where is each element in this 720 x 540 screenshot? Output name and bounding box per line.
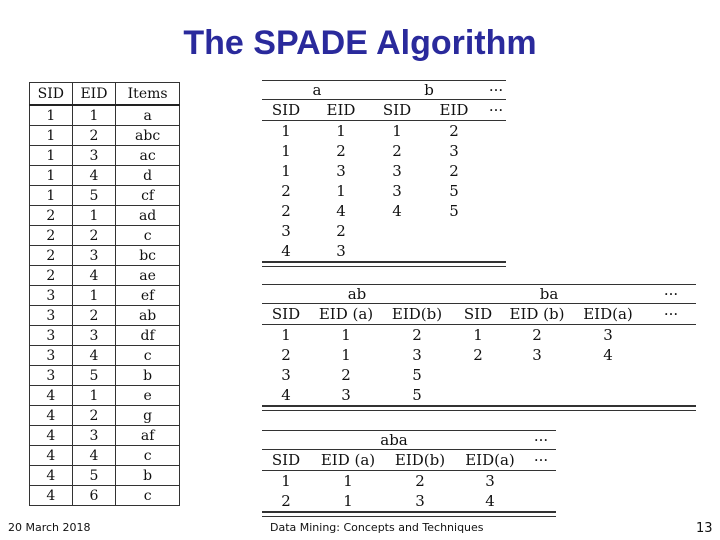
table-cell: e: [116, 386, 180, 406]
more-ellipsis: ···: [646, 304, 696, 325]
table-cell: 3: [30, 306, 73, 326]
table-cell: 3: [336, 162, 346, 180]
table-cell: 1: [72, 286, 116, 306]
table-row: [262, 181, 506, 201]
table-row: [262, 221, 506, 241]
col-eid-a: EID (a): [310, 304, 382, 325]
col-sid: SID: [262, 100, 310, 121]
table-cell: abc: [116, 126, 180, 146]
table-cell: 2: [72, 126, 116, 146]
table-cell: 4: [30, 386, 73, 406]
table-cell-empty: [486, 141, 506, 161]
table-cell: 3: [310, 241, 372, 262]
column-header-row: [262, 100, 506, 121]
table-cell-empty: [486, 201, 506, 221]
col-eid: EID: [422, 100, 486, 121]
table-cell: 1: [72, 386, 116, 406]
table-cell: 4: [336, 202, 346, 220]
group-label-ab: ab: [347, 285, 367, 303]
col-sid: SID: [262, 450, 310, 471]
table-cell: 2: [30, 206, 73, 226]
table-row: [30, 366, 180, 386]
table-row: [262, 201, 506, 221]
table-cell: 1: [30, 105, 73, 126]
table-cell: df: [116, 326, 180, 346]
table-cell: 2: [392, 142, 402, 160]
table-cell: d: [116, 166, 180, 186]
table-cell: 1: [281, 162, 291, 180]
table-cell: b: [116, 466, 180, 486]
group-label-b: b: [424, 81, 434, 99]
table-cell: 5: [449, 182, 459, 200]
table-cell: 1: [473, 326, 483, 344]
table-cell: 3: [30, 346, 73, 366]
table-row: [30, 286, 180, 306]
group-header-row: [262, 81, 506, 100]
table-cell: 5: [72, 186, 116, 206]
col-eid-b: EID(b): [382, 304, 452, 325]
table-row: [262, 241, 506, 262]
table-cell: 1: [72, 206, 116, 226]
table-cell: 1: [281, 122, 291, 140]
table-cell: 2: [449, 122, 459, 140]
slide-title: The SPADE Algorithm: [183, 24, 537, 62]
table-cell: 2: [281, 346, 291, 364]
table-cell: 5: [412, 366, 422, 384]
table-cell: 3: [30, 286, 73, 306]
group-header-row: [262, 285, 696, 304]
table-row: [30, 406, 180, 426]
table-cell: 1: [30, 186, 73, 206]
table-cell: 1: [72, 105, 116, 126]
table-cell: 1: [336, 182, 346, 200]
table-cell: a: [116, 105, 180, 126]
header-sid: SID: [30, 83, 73, 106]
table-row: [262, 121, 506, 142]
table-cell: 4: [30, 426, 73, 446]
table-cell-empty: [526, 491, 556, 512]
footer-course-title: Data Mining: Concepts and Techniques: [270, 521, 484, 534]
table-cell: 4: [262, 385, 310, 406]
table-cell: c: [116, 446, 180, 466]
group-header-row: [262, 431, 556, 450]
table-cell: 2: [72, 306, 116, 326]
more-ellipsis: ···: [486, 100, 506, 121]
table-row: [30, 105, 180, 126]
table-row: [30, 126, 180, 146]
table-cell: 3: [532, 346, 542, 364]
table-cell: 5: [449, 202, 459, 220]
table-cell-empty: [646, 365, 696, 385]
table-cell: bc: [116, 246, 180, 266]
table-cell: 2: [72, 406, 116, 426]
table-cell: 3: [281, 222, 291, 240]
table-cell: 4: [72, 346, 116, 366]
table-cell: c: [116, 486, 180, 506]
sequence-database-table: [29, 82, 180, 506]
table-cell: 4: [72, 266, 116, 286]
table-cell: 5: [72, 366, 116, 386]
table-row: [30, 166, 180, 186]
table-cell: [422, 241, 486, 262]
table-cell: 2: [30, 266, 73, 286]
table-cell-empty: [486, 241, 506, 262]
table-cell-empty: [526, 471, 556, 492]
table-cell: 2: [281, 182, 291, 200]
table-cell: 3: [485, 472, 495, 490]
table-cell: 3: [30, 366, 73, 386]
table-row: [262, 141, 506, 161]
table-double-rule: [262, 262, 506, 267]
more-ellipsis: ···: [533, 431, 549, 449]
table-cell-empty: [486, 181, 506, 201]
table-cell: 2: [473, 346, 483, 364]
table-cell: 1: [30, 166, 73, 186]
table-cell: 2: [30, 246, 73, 266]
table-row: [30, 266, 180, 286]
table-cell: c: [116, 346, 180, 366]
table-cell-empty: [486, 161, 506, 181]
table-cell: 3: [412, 346, 422, 364]
table-cell: ef: [116, 286, 180, 306]
table-cell: [452, 365, 504, 385]
table-cell: 1: [281, 326, 291, 344]
table-cell-empty: [646, 385, 696, 406]
col-sid: SID: [372, 100, 422, 121]
table-cell: 1: [341, 326, 351, 344]
table-cell-empty: [646, 325, 696, 346]
col-eid-a: EID (a): [310, 450, 386, 471]
id-list-triple-table: [262, 430, 556, 512]
table-cell: c: [116, 226, 180, 246]
col-eid-a: EID(a): [570, 304, 646, 325]
table-row: [30, 426, 180, 446]
table-cell: cf: [116, 186, 180, 206]
table-row: [262, 161, 506, 181]
col-eid-a: EID(a): [454, 450, 526, 471]
col-eid: EID: [310, 100, 372, 121]
table-row: [30, 346, 180, 366]
table-cell: 2: [449, 162, 459, 180]
table-cell: 1: [343, 472, 353, 490]
group-label-ba: ba: [539, 285, 559, 303]
table-cell: 5: [382, 385, 452, 406]
table-cell: 3: [449, 142, 459, 160]
table-cell: 1: [30, 126, 73, 146]
table-cell: b: [116, 366, 180, 386]
table-cell: 3: [603, 326, 613, 344]
table-row: [30, 446, 180, 466]
table-cell: 3: [281, 366, 291, 384]
table-cell: 1: [281, 142, 291, 160]
table-cell: 3: [72, 426, 116, 446]
table-cell: ae: [116, 266, 180, 286]
more-ellipsis: ···: [663, 285, 679, 303]
table-cell: 3: [310, 385, 382, 406]
table-cell: 3: [392, 162, 402, 180]
table-row: [30, 466, 180, 486]
table-cell: 1: [341, 346, 351, 364]
table-cell-empty: [486, 221, 506, 241]
table-cell: 2: [336, 222, 346, 240]
table-row: [30, 206, 180, 226]
table-cell: [504, 365, 570, 385]
table-cell: 4: [72, 166, 116, 186]
table-cell: 1: [310, 491, 386, 512]
table-row: [262, 365, 696, 385]
table-header-row: [30, 83, 180, 106]
table-cell: ab: [116, 306, 180, 326]
table-row: [30, 486, 180, 506]
table-cell: 4: [30, 406, 73, 426]
table-cell: 4: [454, 491, 526, 512]
table-cell: 3: [392, 182, 402, 200]
table-cell: 2: [336, 142, 346, 160]
table-cell: [372, 241, 422, 262]
table-cell: 4: [392, 202, 402, 220]
table-row: [262, 385, 696, 406]
table-cell: [570, 365, 646, 385]
table-cell: 6: [72, 486, 116, 506]
more-ellipsis: ···: [488, 81, 504, 99]
table-double-rule: [262, 406, 696, 411]
group-label-a: a: [312, 81, 322, 99]
table-cell: 3: [72, 326, 116, 346]
table-row: [262, 491, 556, 512]
table-cell: 3: [30, 326, 73, 346]
table-row: [30, 146, 180, 166]
group-label-aba: aba: [380, 431, 408, 449]
table-cell: [372, 221, 422, 241]
table-cell: af: [116, 426, 180, 446]
table-cell: 4: [30, 446, 73, 466]
table-cell: 4: [72, 446, 116, 466]
table-row: [30, 386, 180, 406]
table-cell: 4: [262, 241, 310, 262]
footer-date: 20 March 2018: [8, 521, 91, 534]
table-cell-empty: [486, 121, 506, 142]
table-cell: 1: [281, 472, 291, 490]
table-cell: [504, 385, 570, 406]
table-double-rule: [262, 512, 556, 517]
table-cell: ac: [116, 146, 180, 166]
header-eid: EID: [72, 83, 116, 106]
table-row: [30, 326, 180, 346]
table-cell: 2: [30, 226, 73, 246]
table-cell: 1: [30, 146, 73, 166]
table-cell: 4: [603, 346, 613, 364]
table-cell: 2: [262, 491, 310, 512]
table-cell: 2: [341, 366, 351, 384]
column-header-row: [262, 304, 696, 325]
id-list-pair-table: [262, 284, 696, 406]
table-row: [30, 186, 180, 206]
table-cell: g: [116, 406, 180, 426]
table-row: [30, 306, 180, 326]
col-eid-b: EID (b): [504, 304, 570, 325]
col-eid-b: EID(b): [386, 450, 454, 471]
column-header-row: [262, 450, 556, 471]
table-row: [30, 246, 180, 266]
table-cell: 2: [72, 226, 116, 246]
table-cell: [570, 385, 646, 406]
footer-page-number: 13: [696, 521, 713, 536]
table-cell: 3: [72, 146, 116, 166]
table-row: [262, 345, 696, 365]
table-row: [30, 226, 180, 246]
table-cell: [452, 385, 504, 406]
table-cell: [422, 221, 486, 241]
col-sid: SID: [262, 304, 310, 325]
table-cell: 5: [72, 466, 116, 486]
header-items: Items: [116, 83, 180, 106]
table-cell: 3: [72, 246, 116, 266]
table-cell: 1: [392, 122, 402, 140]
table-cell-empty: [646, 345, 696, 365]
table-cell: 2: [532, 326, 542, 344]
table-cell: 2: [281, 202, 291, 220]
table-cell: ad: [116, 206, 180, 226]
table-cell: 2: [412, 326, 422, 344]
id-list-single-table: [262, 80, 506, 262]
table-cell: 3: [386, 491, 454, 512]
table-row: [262, 471, 556, 492]
table-cell: 4: [30, 486, 73, 506]
col-sid: SID: [452, 304, 504, 325]
table-cell: 4: [30, 466, 73, 486]
table-cell: 1: [336, 122, 346, 140]
table-cell: 2: [415, 472, 425, 490]
more-ellipsis: ···: [526, 450, 556, 471]
table-row: [262, 325, 696, 346]
